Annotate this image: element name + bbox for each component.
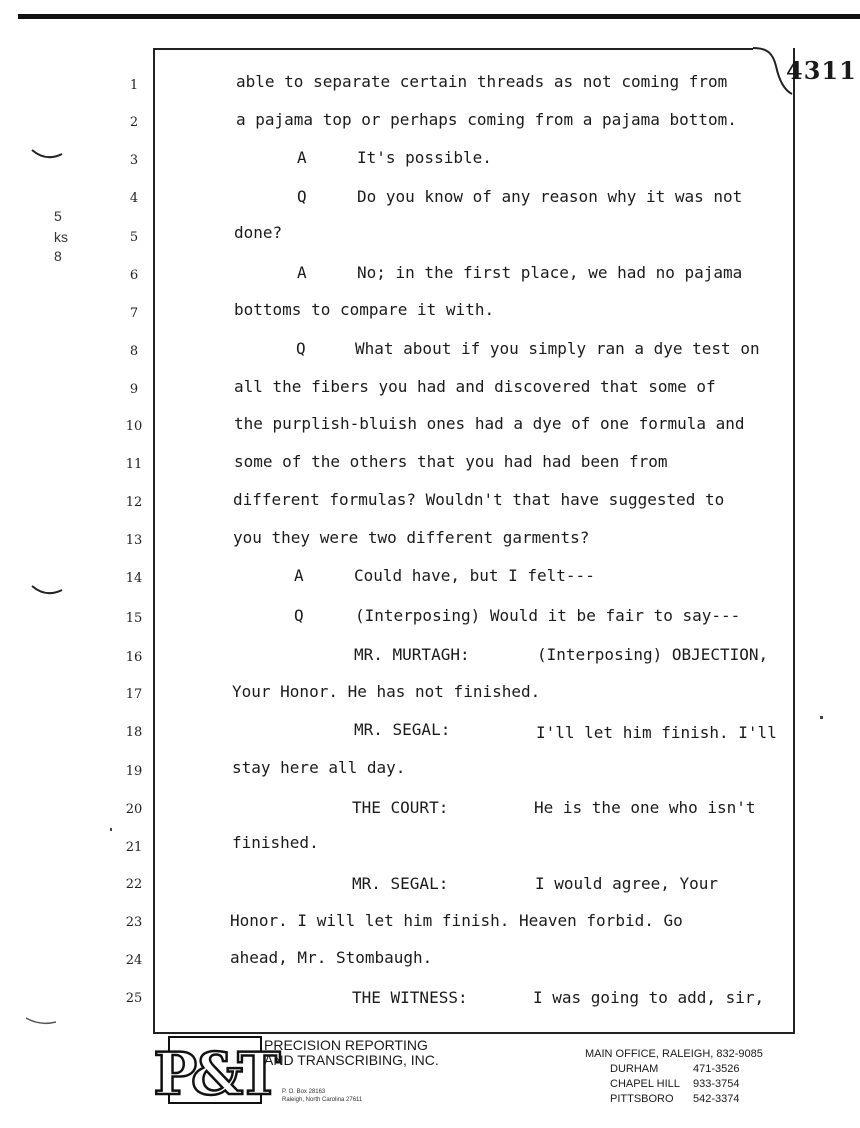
office-row	[585, 1062, 763, 1077]
transcript-line: bottoms to compare it with.	[234, 300, 495, 319]
line-number: 12	[125, 495, 143, 510]
transcript-line: the purplish-bluish ones had a dye of one formula and	[234, 414, 745, 433]
line-number: 10	[125, 419, 143, 434]
line-number: 20	[125, 802, 143, 817]
transcript-line: (Interposing) Would it be fair to say---	[355, 606, 741, 625]
transcript-line: He is the one who isn't	[534, 798, 756, 817]
address-line-1: P. O. Box 28163	[282, 1089, 326, 1095]
transcript-line: (Interposing) OBJECTION,	[537, 645, 769, 664]
line-number: 19	[125, 764, 143, 779]
top-rule	[18, 14, 860, 19]
line-number: 3	[129, 153, 139, 168]
company-logo	[153, 1036, 275, 1108]
transcript-line: you they were two different garments?	[233, 528, 590, 547]
transcript-line: done?	[234, 223, 283, 242]
margin-note: ks	[54, 229, 68, 245]
page-number: 4311	[786, 56, 857, 85]
line-number: 21	[125, 840, 143, 855]
line-number: 17	[125, 687, 143, 702]
office-row	[585, 1092, 763, 1107]
transcript-line: some of the others that you had had been from	[234, 452, 668, 471]
margin-mark	[30, 146, 64, 162]
office-phone: 933-3754	[693, 1078, 740, 1090]
main-office: MAIN OFFICE, RALEIGH, 832-9085	[585, 1048, 763, 1060]
transcript-line: What about if you simply ran a dye test on	[355, 339, 760, 358]
transcript-line: I'll let him finish. I'll	[536, 723, 777, 742]
transcript-line: Your Honor. He has not finished.	[232, 682, 541, 701]
transcript-line: different formulas? Wouldn't that have suggested to	[233, 490, 725, 509]
firm-name-line-2: AND TRANSCRIBING, INC.	[264, 1052, 439, 1068]
speaker-label: Q	[294, 606, 304, 625]
margin-note: 8	[54, 248, 62, 264]
speaker-label: THE COURT:	[352, 798, 449, 817]
transcript-line: a pajama top or perhaps coming from a pajama bottom.	[236, 110, 737, 129]
line-number: 25	[125, 991, 143, 1006]
office-list	[585, 1047, 763, 1107]
line-number: 8	[129, 344, 139, 359]
firm-name-line-1: PRECISION REPORTING	[264, 1037, 428, 1053]
transcript-line: Honor. I will let him finish. Heaven forbid. Go	[230, 911, 683, 930]
line-number: 22	[125, 877, 143, 892]
line-number: 1	[129, 78, 139, 93]
line-number: 16	[125, 650, 143, 665]
speck	[820, 716, 823, 719]
speaker-label: Q	[297, 187, 307, 206]
transcript-line: all the fibers you had and discovered that some of	[234, 377, 716, 396]
office-city: DURHAM	[610, 1063, 659, 1075]
transcript-line: ahead, Mr. Stombaugh.	[230, 948, 433, 967]
transcript-line: stay here all day.	[232, 758, 406, 777]
speaker-label: THE WITNESS:	[352, 988, 468, 1007]
transcript-line: I would agree, Your	[535, 874, 719, 893]
line-number: 15	[125, 611, 143, 626]
logo-lettering: P&T	[153, 1040, 275, 1108]
line-number: 18	[125, 725, 143, 740]
firm-name	[264, 1038, 439, 1068]
line-number: 9	[129, 382, 139, 397]
transcript-line: Do you know of any reason why it was not	[357, 187, 743, 206]
transcript-line: finished.	[232, 833, 319, 852]
office-city: PITTSBORO	[610, 1093, 674, 1105]
speaker-label: MR. SEGAL:	[354, 720, 451, 739]
margin-note: 5	[54, 208, 62, 224]
line-number: 14	[125, 571, 143, 586]
line-number: 7	[129, 306, 139, 321]
speaker-label: A	[297, 148, 307, 167]
line-number: 11	[125, 457, 143, 472]
office-row	[585, 1077, 763, 1092]
transcript-line: I was going to add, sir,	[533, 988, 765, 1007]
office-phone: 471-3526	[693, 1063, 740, 1075]
speaker-label: MR. SEGAL:	[352, 874, 449, 893]
address-line-2: Raleigh, North Carolina 27611	[282, 1097, 363, 1103]
margin-mark	[30, 582, 64, 598]
line-number: 13	[125, 533, 143, 548]
transcript-line: able to separate certain threads as not coming from	[236, 72, 728, 91]
speaker-label: MR. MURTAGH:	[354, 645, 470, 664]
line-number: 2	[129, 115, 139, 130]
transcript-line: Could have, but I felt---	[354, 566, 595, 585]
transcript-line: No; in the first place, we had no pajama	[357, 263, 743, 282]
margin-mark	[24, 1014, 58, 1028]
line-number: 23	[125, 915, 143, 930]
office-city: CHAPEL HILL	[610, 1078, 680, 1090]
line-number: 5	[129, 230, 139, 245]
speaker-label: A	[297, 263, 307, 282]
line-number: 6	[129, 268, 139, 283]
transcript-line: It's possible.	[357, 148, 492, 167]
speaker-label: A	[294, 566, 304, 585]
speck	[110, 828, 112, 831]
firm-address	[282, 1088, 362, 1104]
speaker-label: Q	[296, 339, 306, 358]
line-number: 4	[129, 191, 139, 206]
office-phone: 542-3374	[693, 1093, 740, 1105]
line-number: 24	[125, 953, 143, 968]
